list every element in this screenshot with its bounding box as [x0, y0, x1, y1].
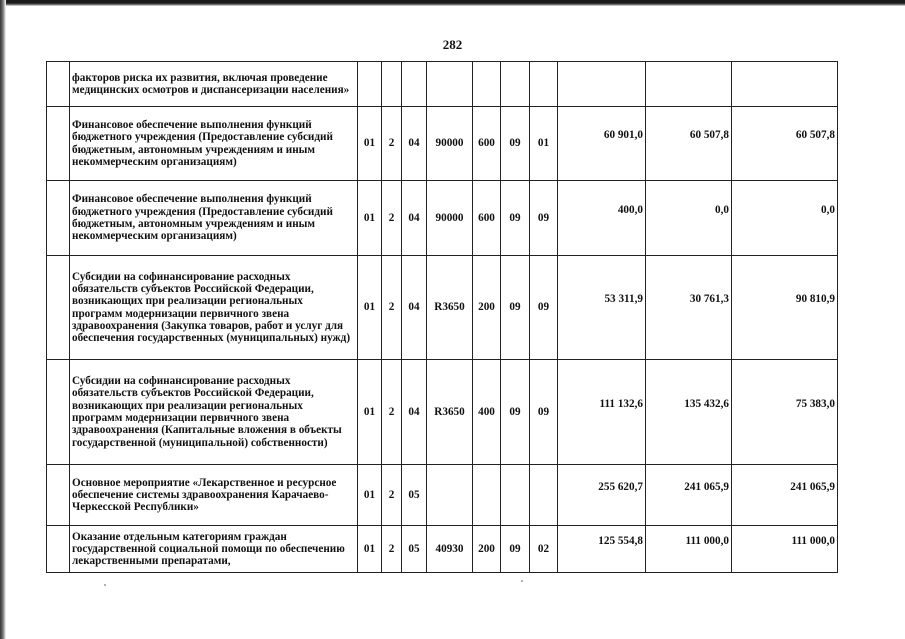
- code-subsection: 09: [530, 360, 558, 465]
- page-number: 282: [442, 37, 463, 52]
- code-section: 09: [501, 256, 530, 360]
- amount-year-3-value: 75 383,0: [795, 397, 835, 410]
- amount-year-1: [558, 360, 646, 465]
- table-row: [47, 465, 838, 526]
- amount-year-2-value: 241 065,9: [684, 480, 729, 493]
- amount-year-3-value: 90 810,9: [795, 293, 835, 306]
- amount-year-1: [558, 526, 646, 573]
- code-subprogram: 2: [382, 181, 402, 256]
- code-section: [501, 465, 530, 526]
- code-program: 01: [358, 360, 382, 465]
- code-section: 09: [501, 181, 530, 256]
- amount-year-3: [732, 62, 838, 107]
- code-subprogram: [382, 62, 402, 107]
- amount-year-3: [732, 465, 838, 526]
- code-section: 09: [501, 107, 530, 181]
- code-event: 05: [402, 465, 427, 526]
- amount-year-2: [646, 256, 732, 360]
- code-expense-type: 200: [473, 526, 501, 573]
- amount-year-1-value: 60 901,0: [603, 129, 643, 142]
- code-event: 04: [402, 360, 427, 465]
- row-name: Субсидии на софинансирование расходных обязательств субъектов Российской Федерации, возникающих при реализации региональных программ модернизации первичного звена здравоохранения (Капитальные вложения в объекты государственной (муниципальной) собственности): [70, 360, 358, 465]
- amount-year-3: [732, 107, 838, 181]
- code-subsection: [530, 465, 558, 526]
- amount-year-2-value: 60 507,8: [689, 129, 729, 142]
- code-subprogram: 2: [382, 256, 402, 360]
- amount-year-3: [732, 526, 838, 573]
- amount-year-2-value: 0,0: [715, 203, 729, 216]
- amount-year-1-value: 111 132,6: [599, 397, 643, 410]
- amount-year-3-value: 241 065,9: [790, 480, 835, 493]
- amount-year-2: [646, 107, 732, 181]
- code-direction: [427, 62, 473, 107]
- amount-year-2: [646, 181, 732, 256]
- amount-year-2: [646, 62, 732, 107]
- code-subprogram: 2: [382, 465, 402, 526]
- amount-year-1-value: 400,0: [617, 203, 643, 216]
- code-direction: [427, 465, 473, 526]
- code-direction: R3650: [427, 256, 473, 360]
- table-row: [47, 181, 838, 256]
- amount-year-3: [732, 181, 838, 256]
- row-name: Финансовое обеспечение выполнения функций бюджетного учреждения (Предоставление субсидий бюджетным, автономным учреждениям и иным некоммерческим организациям): [70, 181, 358, 256]
- code-subsection: [530, 62, 558, 107]
- row-name: Оказание отдельным категориям граждан государственной социальной помощи по обеспечению лекарственными препаратами,: [70, 526, 358, 573]
- code-subprogram: 2: [382, 526, 402, 573]
- row-number-cell: [47, 465, 70, 526]
- row-name: Финансовое обеспечение выполнения функций бюджетного учреждения (Предоставление субсидий бюджетным, автономным учреждениям и иным некоммерческим организациям): [70, 107, 358, 181]
- code-program: 01: [358, 181, 382, 256]
- code-section: 09: [501, 526, 530, 573]
- code-subsection: 09: [530, 256, 558, 360]
- amount-year-3: [732, 256, 838, 360]
- amount-year-1: [558, 107, 646, 181]
- table-body: [47, 62, 838, 573]
- amount-year-1-value: 255 620,7: [598, 480, 643, 493]
- row-number-cell: [47, 62, 70, 107]
- code-program: 01: [358, 256, 382, 360]
- code-expense-type: 200: [473, 256, 501, 360]
- amount-year-2-value: 135 432,6: [684, 397, 729, 410]
- code-subprogram: 2: [382, 360, 402, 465]
- amount-year-3-value: 111 000,0: [791, 534, 835, 547]
- row-number-cell: [47, 181, 70, 256]
- scan-edge-top: [0, 0, 905, 6]
- amount-year-1: [558, 62, 646, 107]
- row-number-cell: [47, 107, 70, 181]
- amount-year-2-value: 111 000,0: [685, 534, 729, 547]
- code-subsection: 02: [530, 526, 558, 573]
- code-direction: 40930: [427, 526, 473, 573]
- code-expense-type: 400: [473, 360, 501, 465]
- table-row: [47, 256, 838, 360]
- table-row: [47, 107, 838, 181]
- row-number-cell: [47, 526, 70, 573]
- row-name: факторов риска их развития, включая проведение медицинских осмотров и диспансеризации населения»: [70, 62, 358, 107]
- amount-year-1: [558, 465, 646, 526]
- code-expense-type: 600: [473, 181, 501, 256]
- code-event: 04: [402, 107, 427, 181]
- code-program: 01: [358, 107, 382, 181]
- code-direction: R3650: [427, 360, 473, 465]
- row-number-cell: [47, 360, 70, 465]
- amount-year-2: [646, 465, 732, 526]
- code-subsection: 09: [530, 181, 558, 256]
- scan-speck: [104, 584, 106, 586]
- code-expense-type: 600: [473, 107, 501, 181]
- amount-year-2: [646, 360, 732, 465]
- code-event: 04: [402, 256, 427, 360]
- code-expense-type: [473, 465, 501, 526]
- code-direction: 90000: [427, 107, 473, 181]
- amount-year-1: [558, 181, 646, 256]
- budget-table: [46, 61, 838, 573]
- scan-edge-left: [0, 0, 6, 639]
- row-name: Основное мероприятие «Лекарственное и ресурсное обеспечение системы здравоохранения Карачаево-Черкесской Республики»: [70, 465, 358, 526]
- code-subsection: 01: [530, 107, 558, 181]
- row-number-cell: [47, 256, 70, 360]
- amount-year-1-value: 53 311,9: [604, 293, 643, 306]
- amount-year-3: [732, 360, 838, 465]
- row-name: Субсидии на софинансирование расходных обязательств субъектов Российской Федерации, возникающих при реализации региональных программ модернизации первичного звена здравоохранения (Закупка товаров, работ и услуг для обеспечения государственных (муниципальных) нужд): [70, 256, 358, 360]
- code-event: [402, 62, 427, 107]
- amount-year-2-value: 30 761,3: [689, 293, 729, 306]
- table-row: [47, 526, 838, 573]
- code-section: 09: [501, 360, 530, 465]
- table-row: [47, 360, 838, 465]
- code-program: [358, 62, 382, 107]
- amount-year-3-value: 60 507,8: [795, 129, 835, 142]
- amount-year-2: [646, 526, 732, 573]
- code-event: 05: [402, 526, 427, 573]
- code-subprogram: 2: [382, 107, 402, 181]
- amount-year-1: [558, 256, 646, 360]
- code-program: 01: [358, 465, 382, 526]
- table-row: [47, 62, 838, 107]
- amount-year-3-value: 0,0: [821, 203, 835, 216]
- code-direction: 90000: [427, 181, 473, 256]
- scan-speck: [521, 580, 523, 582]
- code-expense-type: [473, 62, 501, 107]
- amount-year-1-value: 125 554,8: [598, 534, 643, 547]
- code-event: 04: [402, 181, 427, 256]
- code-program: 01: [358, 526, 382, 573]
- code-section: [501, 62, 530, 107]
